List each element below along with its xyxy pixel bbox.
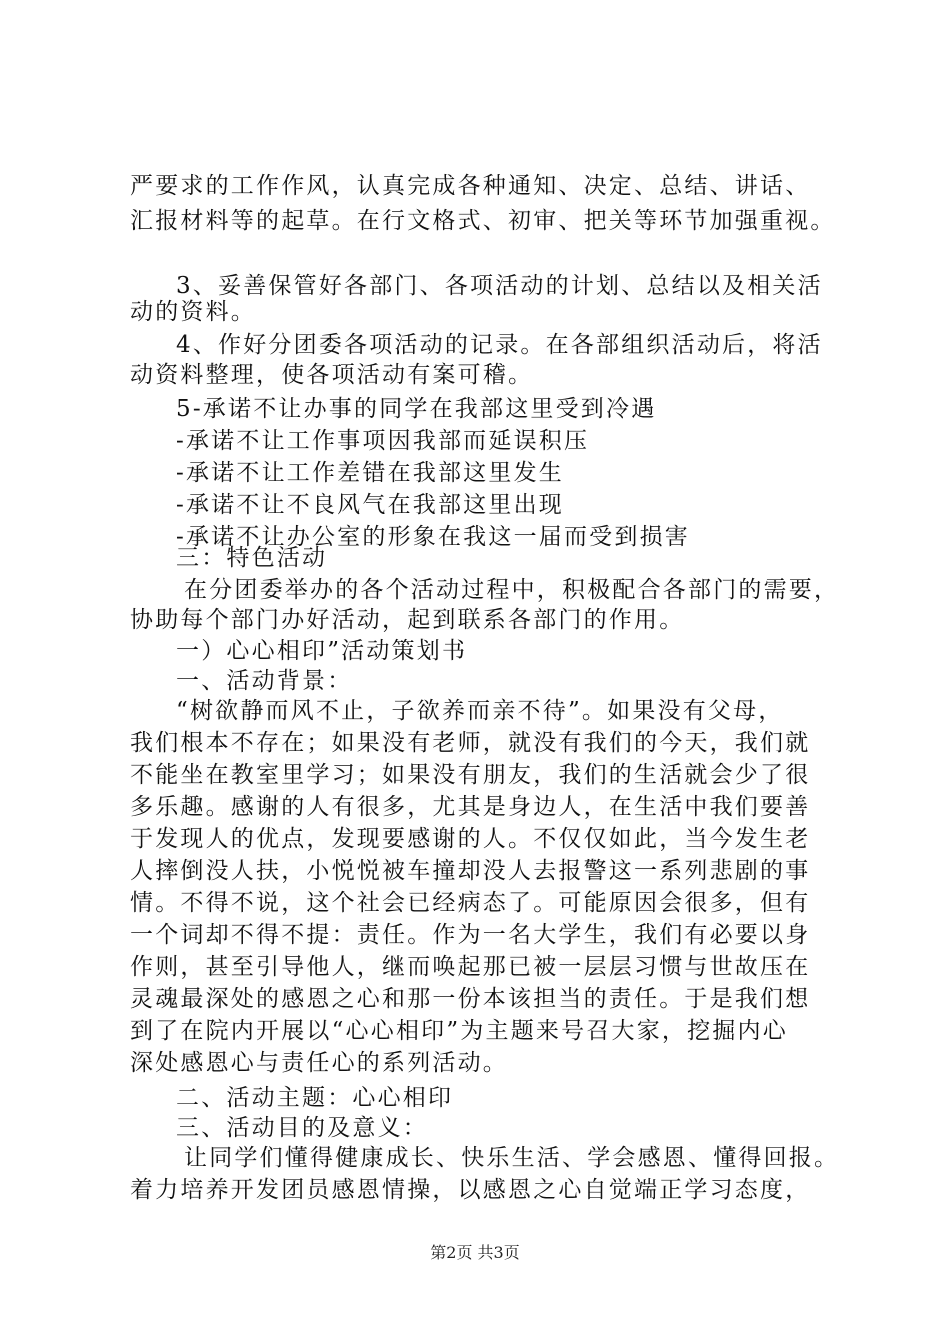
- text-line: 动资料整理，使各项活动有案可稽。: [130, 362, 534, 388]
- text-line: -承诺不让不良风气在我部这里出现: [176, 492, 564, 518]
- text-line: 我们根本不存在；如果没有老师，就没有我们的今天，我们就: [130, 730, 811, 756]
- section-heading: 一）心心相印”活动策划书: [176, 638, 468, 664]
- text-line: 人摔倒没人扶，小悦悦被车撞却没人去报警这一系列悲剧的事: [130, 858, 811, 884]
- text-line: -承诺不让工作事项因我部而延误积压: [176, 428, 590, 454]
- text-line: 一个词却不得不提：责任。作为一名大学生，我们有必要以身: [130, 922, 811, 948]
- text-line: 让同学们懂得健康成长、快乐生活、学会感恩、懂得回报。: [184, 1145, 840, 1171]
- text-line: -承诺不让工作差错在我部这里发生: [176, 460, 564, 486]
- text-line: -承诺不让办公室的形象在我这一届而受到损害: [176, 524, 690, 550]
- text-line: 情。不得不说，这个社会已经病态了。可能原因会很多，但有: [130, 890, 811, 916]
- text-line: 不能坐在教室里学习；如果没有朋友，我们的生活就会少了很: [130, 762, 811, 788]
- page-footer: 第2页 共3页: [430, 1243, 520, 1262]
- text-line: 动的资料。: [130, 299, 256, 325]
- text-line: 着力培养开发团员感恩情操，以感恩之心自觉端正学习态度，: [130, 1177, 811, 1203]
- text-line: 3、妥善保管好各部门、各项活动的计划、总结以及相关活: [176, 273, 823, 299]
- text-line: “树欲静而风不止，子欲养而亲不待”。如果没有父母，: [176, 698, 784, 724]
- text-line: 灵魂最深处的感恩之心和那一份本该担当的责任。于是我们想: [130, 986, 811, 1012]
- text-line: 在分团委举办的各个活动过程中，积极配合各部门的需要，: [184, 577, 840, 603]
- text-line: 多乐趣。感谢的人有很多，尤其是身边人，在生活中我们要善: [130, 794, 811, 820]
- text-line: 5-承诺不让办事的同学在我部这里受到冷遇: [176, 396, 657, 422]
- text-line: 4、作好分团委各项活动的记录。在各部组织活动后，将活: [176, 332, 823, 358]
- text-line: 汇报材料等的起草。在行文格式、初审、把关等环节加强重视。: [130, 208, 836, 234]
- section-heading: 一、活动背景：: [176, 668, 353, 694]
- text-line: 深处感恩心与责任心的系列活动。: [130, 1050, 508, 1076]
- text-line: 严要求的工作作风，认真完成各种通知、决定、总结、讲话、: [130, 173, 811, 199]
- section-heading: 三、活动目的及意义：: [176, 1115, 428, 1141]
- text-line: 作则，甚至引导他人，继而唤起那已被一层层习惯与世故压在: [130, 954, 811, 980]
- text-line: 于发现人的优点，发现要感谢的人。不仅仅如此，当今发生老: [130, 826, 811, 852]
- section-heading: 二、活动主题：心心相印: [176, 1085, 454, 1111]
- section-heading: 三：特色活动: [176, 545, 328, 571]
- text-line: 到了在院内开展以“心心相印”为主题来号召大家，挖掘内心: [130, 1018, 788, 1044]
- text-line: 协助每个部门办好活动，起到联系各部门的作用。: [130, 607, 685, 633]
